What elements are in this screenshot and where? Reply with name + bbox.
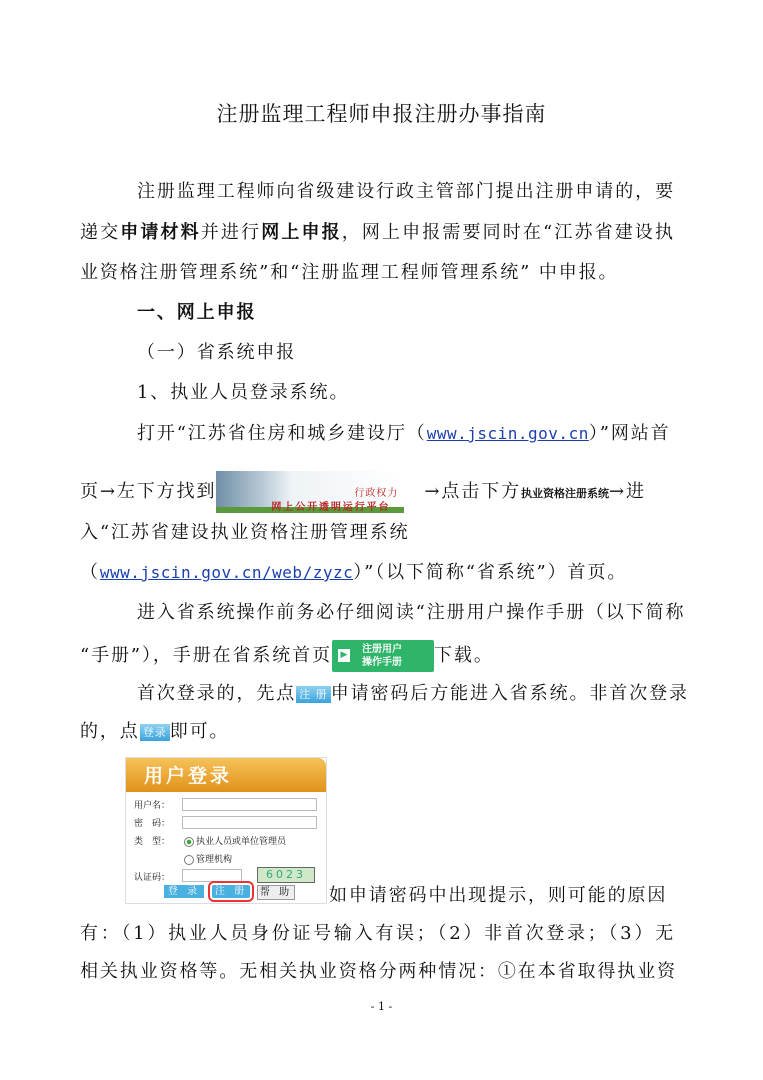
- text: →点击下方: [424, 481, 521, 502]
- text: 递交: [80, 222, 121, 243]
- text: →进: [608, 481, 646, 502]
- paragraph-line: 注册监理工程师向省级建设行政主管部门提出注册申请的，要: [137, 181, 675, 202]
- paragraph-line: [80, 470, 646, 516]
- radio-label: 执业人员或单位管理员: [196, 837, 287, 847]
- text: 下载。: [434, 645, 494, 666]
- text: 并进行: [200, 222, 262, 243]
- text: 的，点: [80, 721, 140, 742]
- text: 即可。: [169, 721, 230, 742]
- manual-label: 注册用户: [362, 644, 403, 655]
- step-1: 1、执业人员登录系统。: [137, 382, 350, 403]
- register-button-image[interactable]: 注 册: [296, 686, 331, 703]
- paragraph-line: [80, 221, 675, 245]
- heading-text: 一、网上申报: [137, 302, 257, 323]
- page-number: - 1 -: [370, 1000, 393, 1013]
- password-field[interactable]: [182, 816, 317, 829]
- type-label: 类 型：: [134, 837, 171, 847]
- platform-banner-image[interactable]: [216, 471, 404, 513]
- paragraph-line: [80, 720, 229, 744]
- captcha-field[interactable]: [182, 869, 242, 882]
- text: ）”网站首: [588, 423, 671, 444]
- radio-selected-icon: [184, 837, 194, 847]
- text: 打开“江苏省住房和城乡建设厅（: [137, 423, 427, 444]
- text: ，网上申报需要同时在“江苏省建设执: [341, 222, 675, 243]
- paragraph-line: 进入省系统操作前务必仔细阅读“注册用户操作手册（以下简称: [137, 602, 686, 623]
- text: ）”（以下简称“省系统”）首页。: [353, 562, 628, 583]
- register-button[interactable]: 注 册: [212, 885, 250, 898]
- login-button[interactable]: 登 录: [164, 885, 204, 898]
- radio-agency[interactable]: [184, 852, 232, 865]
- paragraph-line: 有：（1）执业人员身份证号输入有误；（2）非首次登录；（3）无: [80, 923, 675, 944]
- paragraph-line: [80, 636, 494, 676]
- text: 页→左下方找到: [80, 481, 217, 502]
- website-link[interactable]: www.jscin.gov.cn: [426, 424, 589, 443]
- bold-text: 网上申报: [261, 222, 342, 243]
- user-manual-button[interactable]: [332, 640, 434, 672]
- captcha-image: 6023: [257, 867, 315, 883]
- login-button-image[interactable]: 登录: [140, 724, 170, 741]
- bold-text: 申请材料: [120, 222, 201, 243]
- login-header: 用户登录: [126, 758, 326, 792]
- play-icon: ▶: [338, 649, 350, 662]
- system-link[interactable]: www.jscin.gov.cn/web/zyzc: [99, 563, 354, 582]
- paragraph-line: [137, 422, 671, 446]
- username-field[interactable]: [182, 798, 317, 811]
- page-title: 注册监理工程师申报注册办事指南: [216, 102, 547, 126]
- login-box-screenshot: [125, 757, 327, 904]
- paragraph-line: 入“江苏省建设执业资格注册管理系统: [80, 522, 410, 543]
- radio-icon: [184, 855, 194, 865]
- text: “手册”），手册在省系统首页: [80, 645, 333, 666]
- paragraph-line: 如申请密码中出现提示，则可能的原因: [329, 885, 668, 906]
- password-label: 密 码：: [134, 819, 171, 829]
- text: （: [80, 562, 100, 583]
- heading-2: （一）省系统申报: [137, 342, 297, 363]
- paragraph-line: 业资格注册管理系统”和“注册监理工程师管理系统” 中申报。: [80, 262, 619, 283]
- text: 申请密码后方能进入省系统。非首次登录: [330, 683, 689, 704]
- text: 首次登录的，先点: [137, 683, 297, 704]
- radio-label: 管理机构: [196, 855, 233, 865]
- radio-staff[interactable]: [184, 834, 286, 847]
- paragraph-line: [137, 682, 689, 706]
- manual-label: 操作手册: [362, 657, 403, 668]
- banner-text: 行政权力: [354, 488, 399, 499]
- banner-text: 网上公开透明运行平台: [271, 502, 391, 513]
- help-button[interactable]: 帮 助: [257, 885, 295, 900]
- username-label: 用户名：: [134, 801, 171, 811]
- registration-system-link[interactable]: 执业资格注册系统: [520, 487, 609, 500]
- paragraph-line: 相关执业资格等。无相关执业资格分两种情况：①在本省取得执业资: [80, 961, 677, 982]
- paragraph-line: [80, 561, 627, 585]
- captcha-label: 认证码：: [134, 873, 171, 883]
- heading-1: [137, 301, 256, 325]
